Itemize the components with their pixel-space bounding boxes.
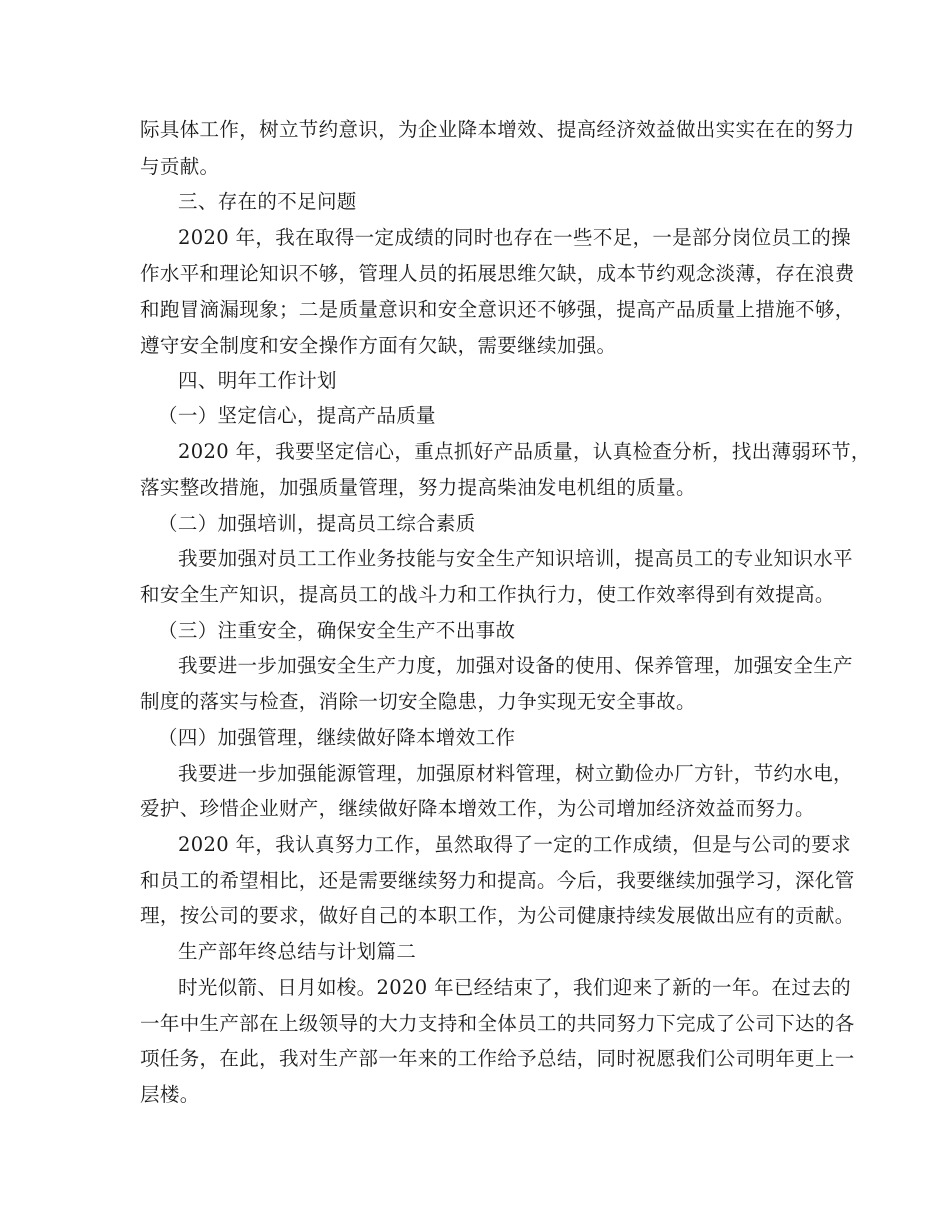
- text-line-4: 2020 年，我在取得一定成绩的同时也存在一些不足，一是部分岗位员工的操: [178, 226, 851, 249]
- text-line-20: 爱护、珍惜企业财产，继续做好降本增效工作，为公司增加经济效益而努力。: [140, 797, 815, 820]
- text-line-6: 和跑冒滴漏现象；二是质量意识和安全意识还不够强，提高产品质量上措施不够，: [140, 298, 855, 321]
- text-line-16: 我要进一步加强安全生产力度，加强对设备的使用、保养管理，加强安全生产: [178, 654, 853, 677]
- text-line-19: 我要进一步加强能源管理，加强原材料管理，树立勤俭办厂方针，节约水电，: [178, 762, 853, 785]
- text-line-5: 作水平和理论知识不够，管理人员的拓展思维欠缺，成本节约观念淡薄，存在浪费: [140, 262, 855, 285]
- text-line-10: 2020 年，我要坚定信心，重点抓好产品质量，认真检查分析，找出薄弱环节，: [178, 440, 871, 463]
- text-line-23: 理，按公司的要求，做好自己的本职工作，为公司健康持续发展做出应有的贡献。: [140, 904, 855, 927]
- text-line-7: 遵守安全制度和安全操作方面有欠缺，需要继续加强。: [140, 334, 617, 357]
- text-line-2: 与贡献。: [140, 155, 220, 178]
- subheading-1: （一）坚定信心，提高产品质量: [158, 404, 436, 427]
- section-heading-4: 四、明年工作计划: [178, 369, 337, 392]
- text-line-26: 一年中生产部在上级领导的大力支持和全体员工的共同努力下完成了公司下达的各: [140, 1012, 855, 1035]
- text-line-11: 落实整改措施，加强质量管理，努力提高柴油发电机组的质量。: [140, 476, 696, 499]
- subheading-4: （四）加强管理，继续做好降本增效工作: [158, 726, 516, 749]
- section-title-2: 生产部年终总结与计划篇二: [178, 940, 417, 963]
- text-line-17: 制度的落实与检查，消除一切安全隐患，力争实现无安全事故。: [140, 690, 696, 713]
- subheading-2: （二）加强培训，提高员工综合素质: [158, 512, 476, 535]
- text-line-25: 时光似箭、日月如梭。2020 年已经结束了，我们迎来了新的一年。在过去的: [178, 976, 851, 999]
- text-line-1: 际具体工作，树立节约意识，为企业降本增效、提高经济效益做出实实在在的努力: [140, 118, 855, 141]
- section-heading-3: 三、存在的不足问题: [178, 190, 357, 213]
- text-line-14: 和安全生产知识，提高员工的战斗力和工作执行力，使工作效率得到有效提高。: [140, 583, 835, 606]
- text-line-21: 2020 年，我认真努力工作，虽然取得了一定的工作成绩，但是与公司的要求: [178, 833, 851, 856]
- subheading-3: （三）注重安全，确保安全生产不出事故: [158, 619, 516, 642]
- text-line-28: 层楼。: [140, 1083, 200, 1106]
- text-line-27: 项任务，在此，我对生产部一年来的工作给予总结，同时祝愿我们公司明年更上一: [140, 1047, 855, 1070]
- text-line-22: 和员工的希望相比，还是需要继续努力和提高。今后，我要继续加强学习，深化管: [140, 869, 855, 892]
- text-line-13: 我要加强对员工工作业务技能与安全生产知识培训，提高员工的专业知识水平: [178, 547, 853, 570]
